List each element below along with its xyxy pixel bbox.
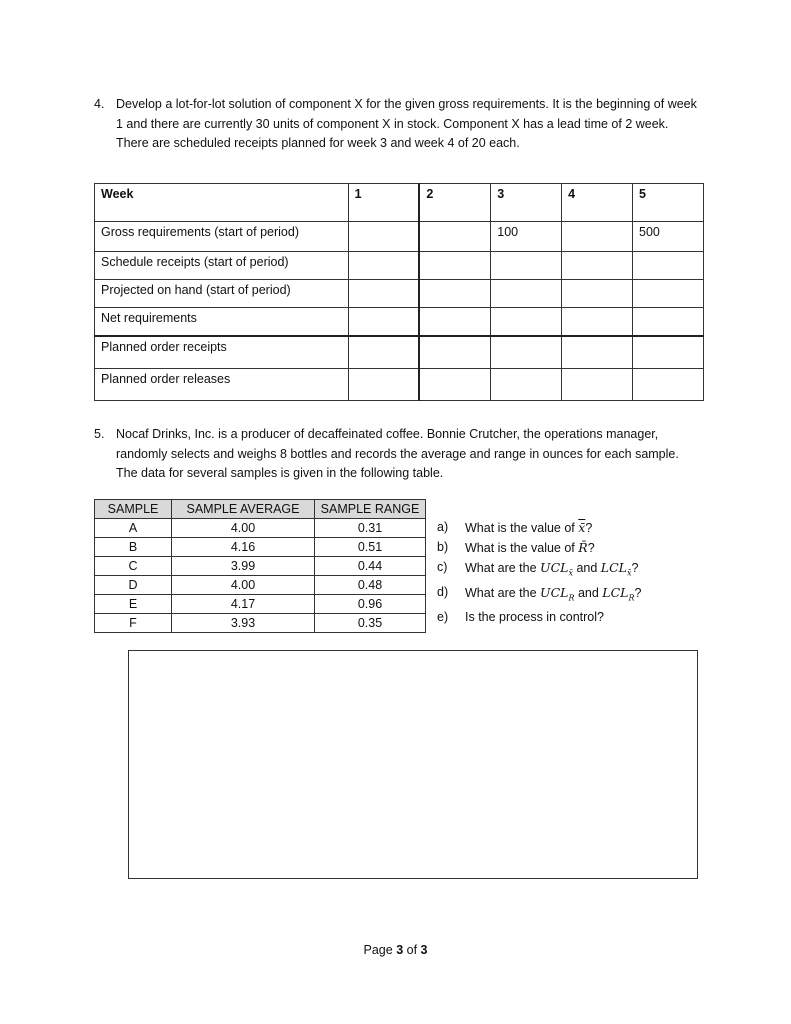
ucl-symbol: $UCL_{x̄}$ [540, 560, 573, 578]
subquestion-a: a) What is the value of x̄? [437, 518, 641, 538]
sample-range: 0.31 [315, 519, 426, 538]
table-cell [419, 308, 490, 337]
table-cell [348, 222, 419, 252]
table-header-row [95, 184, 704, 222]
week-header: 3 [491, 184, 562, 222]
lcl-symbol: $LCL_{x̄}$ [600, 560, 632, 578]
table-row [95, 557, 426, 576]
table-cell [419, 336, 490, 369]
table-row [95, 222, 704, 252]
subquestion-list [437, 518, 641, 627]
table-row [95, 538, 426, 557]
week-header: 5 [633, 184, 704, 222]
mrp-table [94, 183, 704, 401]
sample-range: 0.96 [315, 595, 426, 614]
table-cell [562, 222, 633, 252]
table-cell [491, 369, 562, 401]
table-cell [633, 308, 704, 337]
sample-average: 4.16 [172, 538, 315, 557]
subquestion-b: b) What is the value of R̄? [437, 538, 641, 558]
page-number: Page 3 of 3 [363, 943, 428, 957]
sample-range: 0.48 [315, 576, 426, 595]
r-bar-symbol: R̄ [578, 540, 588, 556]
table-cell [419, 280, 490, 308]
table-row [95, 576, 426, 595]
row-label: Gross requirements (start of period) [95, 222, 349, 252]
week-header: 2 [419, 184, 490, 222]
table-cell [348, 308, 419, 337]
subquestion-d: d) What are the $UCL_R$ and $LCL_R$? [437, 585, 642, 603]
column-header: SAMPLE AVERAGE [172, 500, 315, 519]
table-cell [491, 280, 562, 308]
subquestion-c: c) What are the $UCL_{x̄}$ and $LCL_{x̄}$? [437, 560, 639, 578]
column-header: SAMPLE [95, 500, 172, 519]
table-cell [633, 336, 704, 369]
sample-id: C [95, 557, 172, 576]
table-cell [348, 369, 419, 401]
sample-id: A [95, 519, 172, 538]
question-number: 4. [94, 97, 105, 111]
table-cell [348, 280, 419, 308]
table-cell [491, 252, 562, 280]
table-cell [633, 369, 704, 401]
table-row [95, 336, 704, 369]
table-cell: 100 [491, 222, 562, 252]
subquestion-e: e) Is the process in control? [437, 608, 641, 627]
week-header: 1 [348, 184, 419, 222]
table-row [95, 369, 704, 401]
subquestion-letter: c) [437, 560, 448, 575]
sample-range: 0.51 [315, 538, 426, 557]
sample-range: 0.35 [315, 614, 426, 633]
table-cell [348, 252, 419, 280]
table-row [95, 280, 704, 308]
subquestion-letter: b) [437, 540, 449, 555]
table-row [95, 614, 426, 633]
answer-box[interactable] [128, 650, 698, 879]
week-header: 4 [562, 184, 633, 222]
table-cell [633, 252, 704, 280]
subquestion-letter: a) [437, 520, 449, 534]
row-label: Projected on hand (start of period) [95, 280, 349, 308]
sample-average: 4.00 [172, 519, 315, 538]
table-cell [562, 252, 633, 280]
row-label: Net requirements [95, 308, 349, 337]
table-row [95, 519, 426, 538]
subquestion-letter: e) [437, 609, 449, 624]
column-header: SAMPLE RANGE [315, 500, 426, 519]
table-cell [562, 336, 633, 369]
question-text: Nocaf Drinks, Inc. is a producer of decaffeinated coffee. Bonnie Crutcher, the operations manager, randomly selects and weighs 8 bottles and records the average and range in ounces for each sample. The data for several samples is given in the following table. [116, 427, 679, 480]
row-label: Planned order releases [95, 369, 349, 401]
sample-data-table [94, 499, 426, 633]
lcl-symbol: $LCL_R$ [602, 585, 635, 603]
row-label: Planned order receipts [95, 336, 349, 369]
table-cell: 500 [633, 222, 704, 252]
table-cell [419, 222, 490, 252]
sample-id: E [95, 595, 172, 614]
row-label: Schedule receipts (start of period) [95, 252, 349, 280]
sample-id: D [95, 576, 172, 595]
table-cell [419, 252, 490, 280]
table-cell [562, 280, 633, 308]
header-week-label: Week [95, 184, 349, 222]
table-row [95, 308, 704, 337]
table-cell [491, 336, 562, 369]
table-cell [562, 369, 633, 401]
table-header-row [95, 500, 426, 519]
sample-average: 3.99 [172, 557, 315, 576]
ucl-symbol: $UCL_R$ [540, 585, 575, 603]
question-number: 5. [94, 427, 105, 441]
table-cell [419, 369, 490, 401]
subquestion-letter: d) [437, 585, 449, 600]
table-row [95, 252, 704, 280]
table-cell [348, 336, 419, 369]
table-cell [562, 308, 633, 337]
question-text: Develop a lot-for-lot solution of component X for the given gross requirements. It is the beginning of week 1 and there are currently 30 units of component X in stock. Component X has a lead time of 2 week. There are scheduled receipts planned for week 3 and week 4 of 20 each. [116, 97, 697, 150]
table-cell [633, 280, 704, 308]
sample-id: F [95, 614, 172, 633]
table-cell [491, 308, 562, 337]
table-row [95, 595, 426, 614]
sample-average: 3.93 [172, 614, 315, 633]
sample-range: 0.44 [315, 557, 426, 576]
sample-average: 4.17 [172, 595, 315, 614]
sample-id: B [95, 538, 172, 557]
x-double-bar-symbol: x̄ [578, 520, 586, 535]
sample-average: 4.00 [172, 576, 315, 595]
